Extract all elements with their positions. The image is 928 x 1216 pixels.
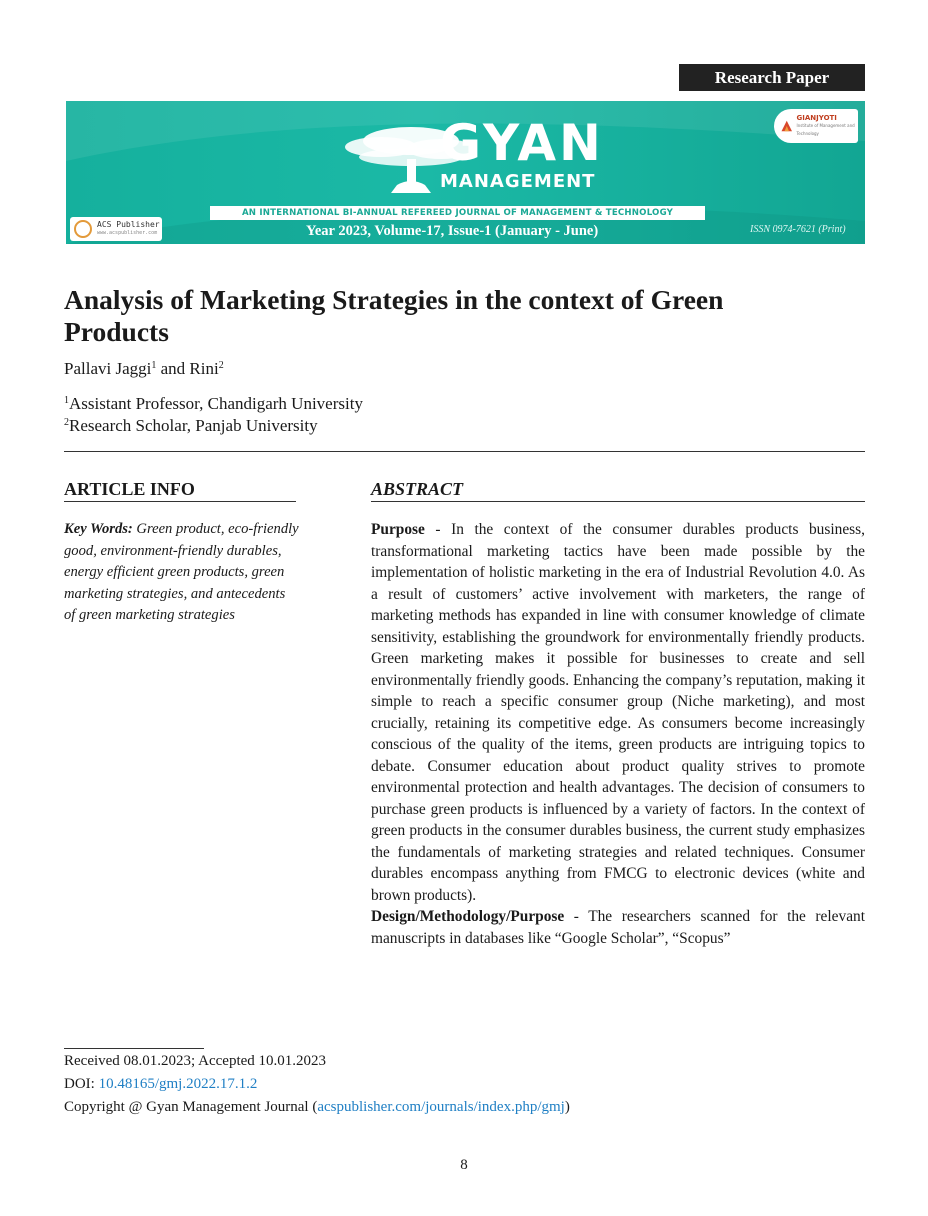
footnote-rule <box>64 1048 204 1049</box>
abstract-paragraph <box>371 519 865 906</box>
design-text: - The researchers scanned for the relevant manuscripts in databases like “Google Scholar”, “Scopus” <box>371 908 865 947</box>
paper-title: Analysis of Marketing Strategies in the context of Green Products <box>64 284 724 347</box>
affiliation-mark: 2 <box>64 417 69 428</box>
abstract-heading: ABSTRACT <box>371 479 865 502</box>
affiliation-mark: 1 <box>64 395 69 406</box>
institute-mark-icon <box>780 117 794 135</box>
journal-url-link[interactable]: acspublisher.com/journals/index.php/gmj <box>317 1099 565 1115</box>
keywords-text: Green product, eco-friendly good, environment-friendly durables, energy efficient green products, green marketing strategies, and antecedents of green marketing strategies <box>64 521 299 623</box>
abstract-body <box>371 519 865 949</box>
affiliation-text: Research Scholar, Panjab University <box>69 416 318 435</box>
paper-type-tag: Research Paper <box>679 64 865 91</box>
author-conjunction: and <box>156 359 190 378</box>
publisher-mark-icon <box>74 220 92 238</box>
issue-line: Year 2023, Volume-17, Issue-1 (January - June) <box>306 223 599 239</box>
keywords-block <box>64 519 300 627</box>
author-name: Pallavi Jaggi <box>64 359 152 378</box>
publisher-logo <box>70 217 162 241</box>
design-label: Design/Methodology/Purpose <box>371 908 565 925</box>
purpose-label: Purpose <box>371 521 425 538</box>
publisher-url: www.acspublisher.com <box>97 230 158 236</box>
publisher-name: ACS Publisher <box>97 220 160 229</box>
institute-name: GIANJYOTI <box>796 114 837 122</box>
affiliation <box>64 394 363 414</box>
journal-strapline: AN INTERNATIONAL BI-ANNUAL REFEREED JOURNAL OF MANAGEMENT & TECHNOLOGY <box>210 206 705 220</box>
author-affiliation-mark: 2 <box>218 360 224 371</box>
received-dates: Received 08.01.2023; Accepted 10.01.2023 <box>64 1053 327 1069</box>
keywords-label: Key Words: <box>64 521 133 537</box>
journal-logo-subtext: MANAGEMENT <box>440 171 596 192</box>
issn-text: ISSN 0974-7621 (Print) <box>750 224 846 235</box>
author-name: Rini <box>189 359 219 378</box>
page-number: 8 <box>460 1157 468 1173</box>
affiliation <box>64 416 318 436</box>
affiliation-text: Assistant Professor, Chandigarh University <box>69 394 363 413</box>
copyright-suffix: ) <box>564 1099 570 1115</box>
journal-banner <box>66 101 865 244</box>
article-info-heading: ARTICLE INFO <box>64 479 296 502</box>
journal-logo-text: GYAN <box>440 114 604 172</box>
doi-label: DOI: <box>64 1076 99 1092</box>
purpose-text: - In the context of the consumer durables products business, transformational marketing tactics have been made possible by the implementation of holistic marketing in the era of Industrial Revolution 4.0. As a result of customers’ active involvement with marketers, the range of marketing methods has expanded in line with consumer knowledge of climate sensitivity, establishing the groundwork for environmentally friendly products. Green marketing makes it possible for businesses to create and sell environmentally friendly goods. Enhancing the company’s reputation, making it simple to reach a specific consumer group (Niche marketing), and most crucially, retaining its competitive edge. As consumers become increasingly conscious of the quality of the items, green products are intriguing topics to debate. Consumer education about product quality strives to promote environmental protection and health advantages. The decision of consumers to purchase green products is influenced by a variety of factors. In the context of green products in the consumer durables business, the current study emphasizes the fundamentals of marketing strategies and related techniques. Consumer durables encompass anything from FMCG to electronic devices (white and brown products). <box>371 521 865 904</box>
abstract-paragraph <box>371 906 865 949</box>
institute-logo <box>774 109 858 143</box>
author-affiliation-mark: 1 <box>151 360 157 371</box>
institute-subtitle: Institute of Management and Technology <box>796 123 855 136</box>
doi-link[interactable]: 10.48165/gmj.2022.17.1.2 <box>98 1076 258 1092</box>
author-line <box>64 359 224 379</box>
doi-line <box>64 1076 257 1093</box>
copyright-line <box>64 1099 570 1116</box>
copyright-prefix: Copyright @ Gyan Management Journal ( <box>64 1099 318 1115</box>
section-divider <box>64 451 865 452</box>
